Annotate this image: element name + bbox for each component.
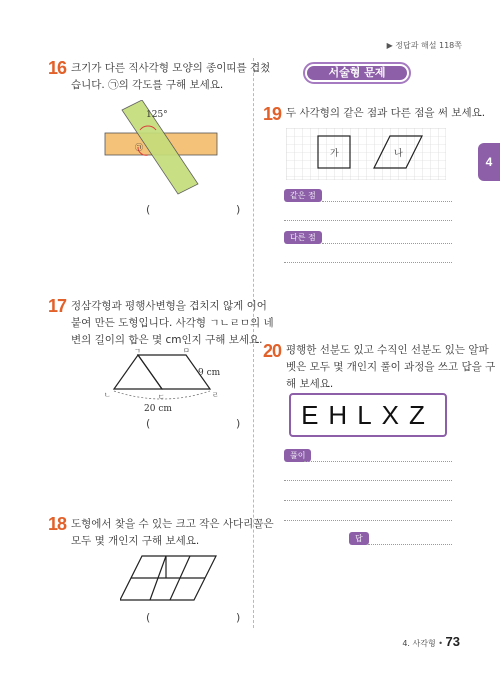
question-18-text: 도형에서 찾을 수 있는 크고 작은 사다리꼴은 모두 몇 개인지 구해 보세요. — [71, 518, 274, 547]
section-title: 서술형 문제 — [307, 66, 407, 80]
footer-chapter: 4. 사각형 — [402, 639, 436, 648]
page-number: 73 — [445, 634, 460, 649]
angle-125-label: 125° — [146, 110, 168, 120]
solution-tag: 풀이 — [284, 449, 311, 462]
chapter-tab[interactable]: 4 — [478, 143, 500, 181]
trapezoid-grid-figure — [120, 554, 220, 604]
question-20-text: 평행한 선분도 있고 수직인 선분도 있는 알파 벳은 모두 몇 개인지 풀이 과정을 쓰고 답을 구 해 보세요. — [286, 344, 496, 390]
grid-quadrilaterals-figure — [286, 128, 446, 180]
shape-b-label: 나 — [394, 149, 403, 159]
angle-marker: ㉠ — [135, 143, 143, 152]
alphabet-box — [289, 393, 447, 437]
footer-separator: • — [438, 639, 443, 648]
question-19-text: 두 사각형의 같은 점과 다른 점을 써 보세요. — [286, 107, 486, 119]
same-answer-line-1[interactable] — [322, 201, 452, 202]
same-answer-line-2[interactable] — [284, 220, 452, 221]
question-17-number: 17 — [48, 296, 67, 316]
q17-paren-open: ( — [146, 417, 151, 430]
different-points-tag: 다른 점 — [284, 231, 322, 244]
answer-tag: 답 — [349, 532, 369, 545]
vertex-m-label: ㅁ — [183, 347, 190, 355]
question-16-text: 크기가 다른 직사각형 모양의 종이띠를 겹쳤 습니다. ㉠의 각도를 구해 보세요. — [71, 62, 271, 91]
section-title-badge — [303, 62, 411, 84]
page-footer — [402, 634, 460, 649]
solution-line-3[interactable] — [284, 500, 452, 501]
question-18-number: 18 — [48, 514, 67, 534]
same-points-tag: 같은 점 — [284, 189, 322, 202]
shape-a-label: 가 — [330, 149, 339, 159]
question-16-number: 16 — [48, 58, 67, 78]
diff-answer-line-2[interactable] — [284, 262, 452, 263]
vertex-r-label: ㄹ — [212, 391, 219, 399]
q18-paren-open: ( — [146, 611, 151, 624]
q16-paren-close: ) — [236, 203, 241, 216]
solution-line-4[interactable] — [284, 520, 452, 521]
vertex-n-label: ㄴ — [104, 391, 111, 399]
vertex-d-label: ㄷ — [158, 393, 165, 401]
question-19-number: 19 — [263, 104, 282, 124]
vertex-g-label: ㄱ — [134, 347, 141, 355]
solution-line-2[interactable] — [284, 480, 452, 481]
question-17-text: 정삼각형과 평행사변형을 겹치지 않게 이어 붙여 만든 도형입니다. 사각형 ㄱㄴㄹㅁ의 네 변의 길이의 합은 몇 cm인지 구해 보세요. — [71, 300, 274, 346]
q16-paren-open: ( — [146, 203, 151, 216]
q17-paren-close: ) — [236, 417, 241, 430]
overlapping-strips-figure — [100, 100, 225, 200]
question-20-number: 20 — [263, 341, 282, 361]
solution-line-1[interactable] — [304, 461, 452, 462]
answer-line[interactable] — [368, 544, 452, 545]
side-length-label: 9 cm — [198, 368, 221, 378]
triangle-parallelogram-figure — [100, 345, 230, 415]
equilateral-triangle — [114, 355, 162, 389]
alphabet-letters: EHLXZ — [301, 400, 435, 430]
diff-answer-line-1[interactable] — [322, 243, 452, 244]
answer-reference: ▶ 정답과 해설 118쪽 — [386, 41, 462, 50]
q18-paren-close: ) — [236, 611, 241, 624]
bottom-length-label: 20 cm — [144, 404, 172, 414]
